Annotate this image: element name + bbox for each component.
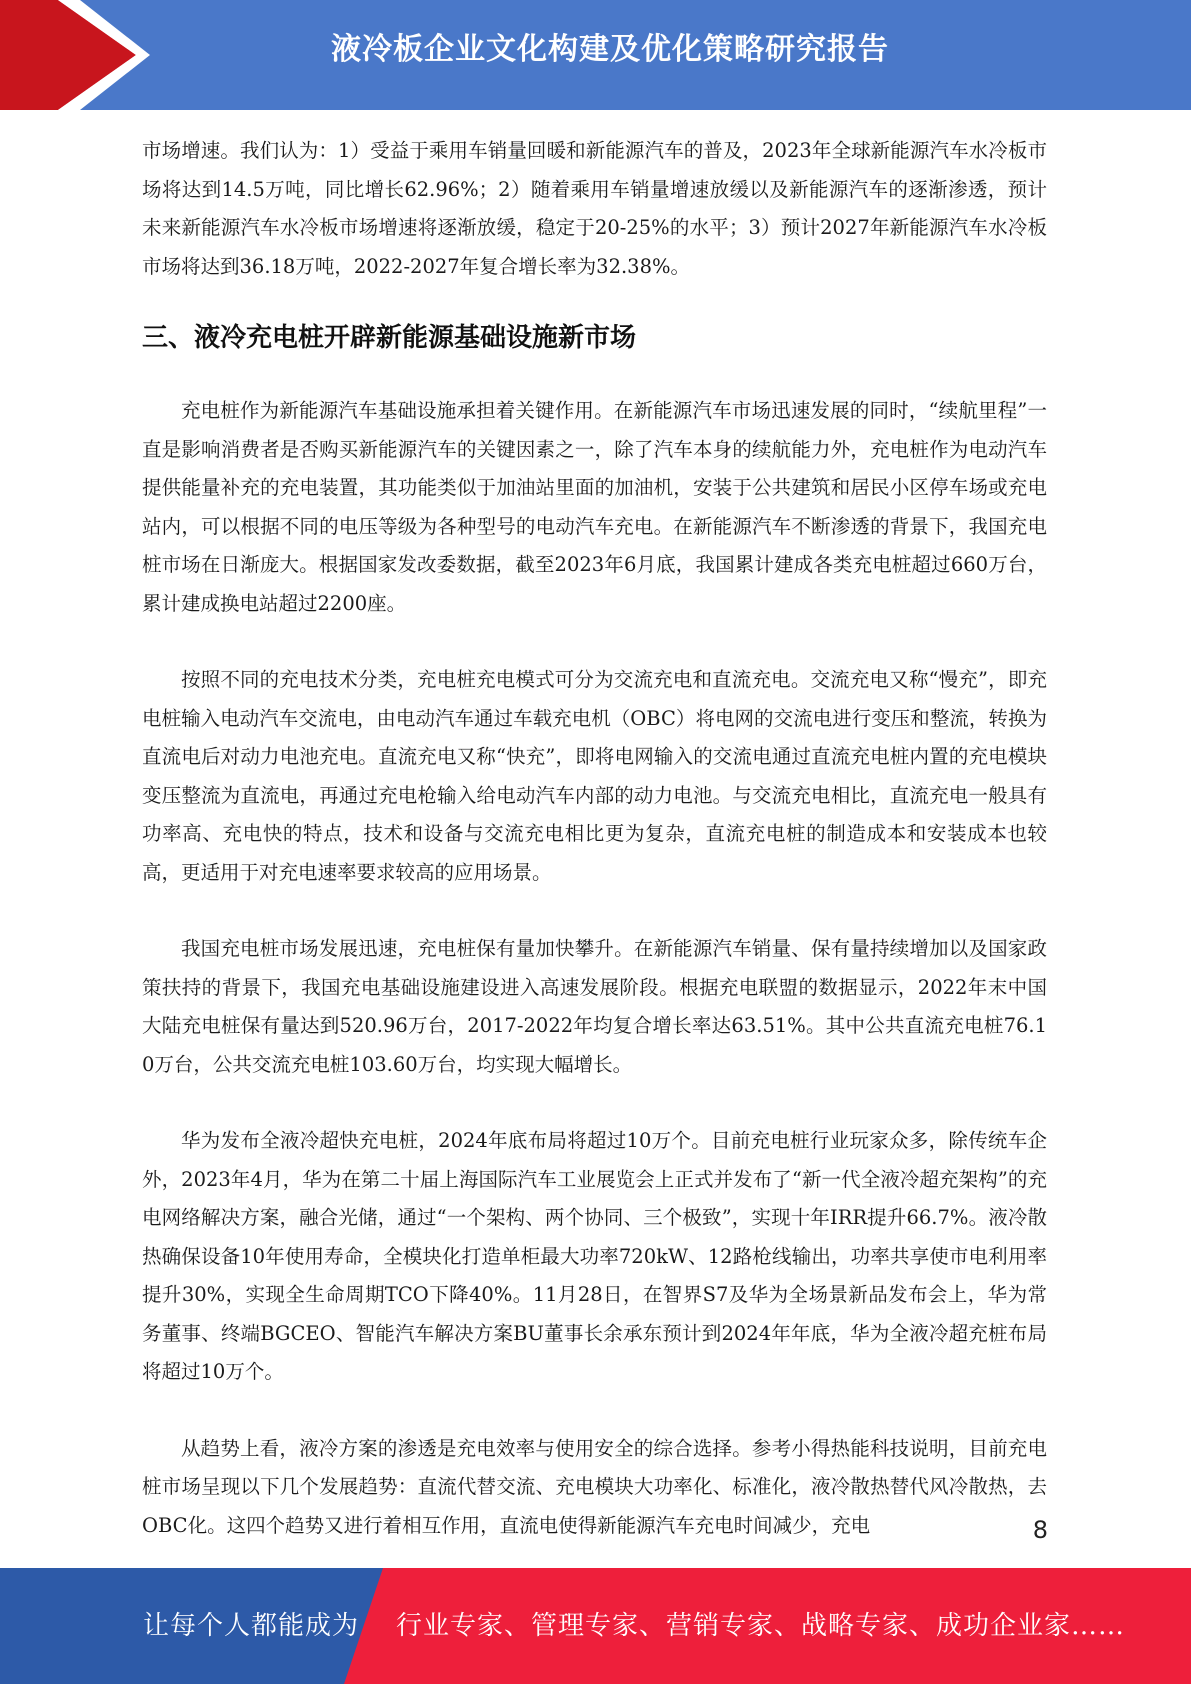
page-header	[0, 0, 1191, 110]
page-number: 8	[1032, 1516, 1048, 1544]
document-title: 液冷板企业文化构建及优化策略研究报告	[331, 32, 889, 67]
page-footer	[0, 1568, 1191, 1684]
intro-paragraph: 市场增速。我们认为：1）受益于乘用车销量回暖和新能源汽车的普及，2023年全球新能源汽车水冷板市场将达到14.5万吨，同比增长62.96%；2）随着乘用车销量增速放缓以及新能源汽车的逐渐渗透，预计未来新能源汽车水冷板市场增速将逐渐放缓，稳定于20-25%的水平；3）预计2027年新能源汽车水冷板市场将达到36.18万吨，2022-2027年复合增长率为32.38%。	[142, 139, 1047, 278]
footer-slogan-left: 让每个人都能成为	[143, 1611, 360, 1641]
paragraph-charging-pile-role: 充电桩作为新能源汽车基础设施承担着关键作用。在新能源汽车市场迅速发展的同时，“续航里程”一直是影响消费者是否购买新能源汽车的关键因素之一，除了汽车本身的续航能力外，充电桩作为电动汽车提供能量补充的充电装置，其功能类似于加油站里面的加油机，安装于公共建筑和居民小区停车场或充电站内，可以根据不同的电压等级为各种型号的电动汽车充电。在新能源汽车不断渗透的背景下，我国充电桩市场在日渐庞大。根据国家发改委数据，截至2023年6月底，我国累计建成各类充电桩超过660万台，累计建成换电站超过2200座。	[142, 399, 1047, 615]
section-heading: 三、液冷充电桩开辟新能源基础设施新市场	[142, 323, 637, 353]
footer-slogan-right: 行业专家、管理专家、营销专家、战略专家、成功企业家……	[396, 1611, 1126, 1641]
paragraph-huawei-liquid-cooling: 华为发布全液冷超快充电桩，2024年底布局将超过10万个。目前充电桩行业玩家众多，除传统车企外，2023年4月，华为在第二十届上海国际汽车工业展览会上正式并发布了“新一代全液冷超充架构”的充电网络解决方案，融合光储，通过“一个架构、两个协同、三个极致”，实现十年IRR提升66.7%。液冷散热确保设备10年使用寿命，全模块化打造单柜最大功率720kW、12路枪线输出，功率共享使市电利用率提升30%，实现全生命周期TCO下降40%。11月28日，在智界S7及华为全场景新品发布会上，华为常务董事、终端BGCEO、智能汽车解决方案BU董事长余承东预计到2024年年底，华为全液冷超充桩布局将超过10万个。	[142, 1129, 1047, 1383]
paragraph-market-growth: 我国充电桩市场发展迅速，充电桩保有量加快攀升。在新能源汽车销量、保有量持续增加以及国家政策扶持的背景下，我国充电基础设施建设进入高速发展阶段。根据充电联盟的数据显示，2022年末中国大陆充电桩保有量达到520.96万台，2017-2022年均复合增长率达63.51%。其中公共直流充电桩76.10万台，公共交流充电桩103.60万台，均实现大幅增长。	[142, 937, 1047, 1076]
paragraph-trends: 从趋势上看，液冷方案的渗透是充电效率与使用安全的综合选择。参考小得热能科技说明，目前充电桩市场呈现以下几个发展趋势：直流代替交流、充电模块大功率化、标准化，液冷散热替代风冷散热，去OBC化。这四个趋势又进行着相互作用，直流电使得新能源汽车充电时间减少，充电	[142, 1436, 1047, 1537]
document-body	[142, 132, 1047, 1545]
paragraph-charging-modes: 按照不同的充电技术分类，充电桩充电模式可分为交流充电和直流充电。交流充电又称“慢充”，即充电桩输入电动汽车交流电，由电动汽车通过车载充电机（OBC）将电网的交流电进行变压和整流，转换为直流电后对动力电池充电。直流充电又称“快充”，即将电网输入的交流电通过直流充电桩内置的充电模块变压整流为直流电，再通过充电枪输入给电动汽车内部的动力电池。与交流充电相比，直流充电一般具有功率高、充电快的特点，技术和设备与交流充电相比更为复杂，直流充电桩的制造成本和安装成本也较高，更适用于对充电速率要求较高的应用场景。	[142, 668, 1047, 884]
